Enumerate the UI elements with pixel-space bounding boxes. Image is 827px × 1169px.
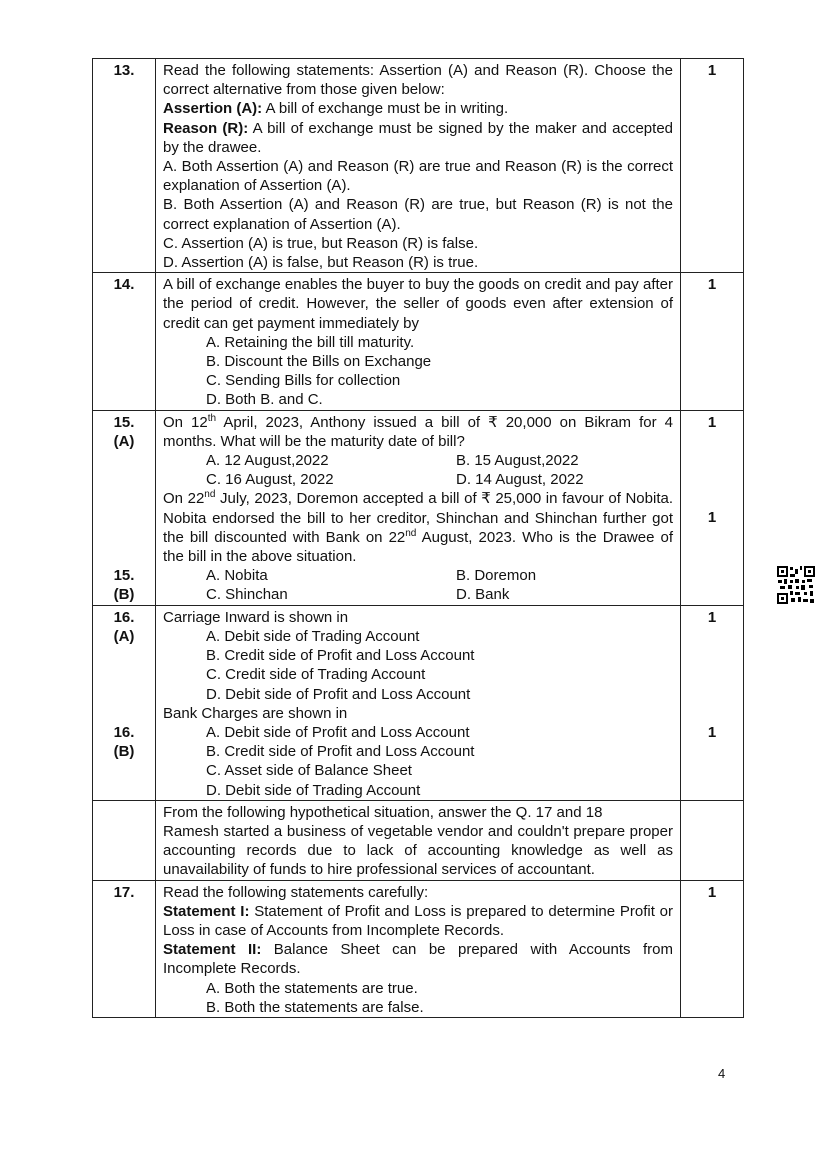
answer-options-row [163, 585, 673, 604]
question-marks: 1 1 [681, 605, 744, 800]
question-table [92, 58, 744, 1018]
question-body [156, 880, 681, 1017]
question-text: A bill of exchange enables the buyer to buy the goods on credit and pay after the period of credit. However, the seller of goods even after extension of credit can get payment immediately by [163, 276, 673, 332]
answer-option: A. Nobita [206, 567, 268, 585]
case-heading: From the following hypothetical situation, answer the Q. 17 and 18 [163, 803, 603, 821]
answer-option: A. Debit side of Profit and Loss Account [206, 723, 470, 741]
answer-options-row [163, 451, 673, 470]
question-number: 17. [93, 880, 156, 1017]
statement-2: Statement II: Balance Sheet can be prepared with Accounts from Incomplete Records. [163, 941, 673, 978]
empty-cell [93, 800, 156, 880]
question-table-container [92, 58, 735, 1018]
answer-option: B. Both Assertion (A) and Reason (R) are true, but Reason (R) is not the correct explanation of Assertion (A). [163, 196, 673, 233]
question-text: Read the following statements: Assertion (A) and Reason (R). Choose the correct alternative from those given below: [163, 62, 673, 99]
question-row-13 [93, 59, 744, 273]
case-situation-row [93, 800, 744, 880]
page-number: 4 [718, 1066, 726, 1081]
question-body [156, 59, 681, 273]
question-number: 16. (A) 16. (B) [93, 605, 156, 800]
question-text: Read the following statements carefully: [163, 883, 429, 901]
question-body [156, 273, 681, 410]
answer-option: C. Asset side of Balance Sheet [206, 762, 412, 780]
answer-option: B. 15 August,2022 [456, 452, 579, 470]
answer-option: A. Both the statements are true. [206, 979, 418, 997]
answer-option: D. Assertion (A) is false, but Reason (R) is true. [163, 254, 479, 272]
question-row-14 [93, 273, 744, 410]
answer-option: A. Debit side of Trading Account [206, 627, 420, 645]
question-text-15a: On 12th April, 2023, Anthony issued a bill of ₹ 20,000 on Bikram for 4 months. What will be the maturity date of bill? [163, 412, 673, 450]
reason-line: Reason (R): A bill of exchange must be signed by the maker and accepted by the drawee. [163, 119, 674, 156]
qr-code-icon [776, 565, 816, 605]
answer-option: A. Retaining the bill till maturity. [206, 333, 415, 351]
answer-option: D. Both B. and C. [206, 391, 323, 409]
answer-option: C. Shinchan [206, 586, 288, 604]
question-marks: 1 [681, 59, 744, 273]
question-text-16a: Carriage Inward is shown in [163, 608, 349, 626]
answer-option: C. 16 August, 2022 [206, 471, 334, 489]
question-text-15b: On 22nd July, 2023, Doremon accepted a bill of ₹ 25,000 in favour of Nobita. Nobita endorsed the bill to her creditor, Shinchan and Shinchan further got the bill discounted with Bank on 22nd August, 2023. Who is the Drawee of the bill in the above situation. [163, 489, 673, 566]
question-row-16 [93, 605, 744, 800]
question-body [156, 605, 681, 800]
answer-option: D. 14 August, 2022 [456, 471, 584, 489]
question-row-15 [93, 410, 744, 605]
answer-option: C. Assertion (A) is true, but Reason (R) is false. [163, 234, 479, 252]
answer-option: A. Both Assertion (A) and Reason (R) are true and Reason (R) is the correct explanation of Assertion (A). [163, 158, 673, 195]
assertion-line: Assertion (A): A bill of exchange must be in writing. [163, 100, 509, 118]
question-marks: 1 [681, 273, 744, 410]
question-text-16b: Bank Charges are shown in [163, 704, 348, 722]
question-row-17 [93, 880, 744, 1017]
answer-option: C. Credit side of Trading Account [206, 666, 426, 684]
statement-1: Statement I: Statement of Profit and Loss is prepared to determine Profit or Loss in case of Accounts from Incomplete Records. [163, 902, 673, 939]
question-body [156, 410, 681, 605]
answer-option: D. Debit side of Trading Account [206, 781, 421, 799]
answer-option: B. Both the statements are false. [206, 998, 424, 1016]
case-text: Ramesh started a business of vegetable vendor and couldn't prepare proper accounting records due to lack of accounting knowledge as well as unavailability of funds to hire professional services of accountant. [163, 822, 673, 879]
answer-option: B. Discount the Bills on Exchange [206, 353, 432, 371]
answer-option: B. Doremon [456, 567, 537, 585]
answer-option: C. Sending Bills for collection [206, 372, 401, 390]
answer-options-row [163, 566, 673, 585]
case-situation [156, 800, 681, 880]
answer-options-row [163, 470, 673, 489]
answer-option: A. 12 August,2022 [206, 452, 329, 470]
empty-cell [681, 800, 744, 880]
answer-option: B. Credit side of Profit and Loss Account [206, 647, 475, 665]
question-marks: 1 1 [681, 410, 744, 605]
answer-option: D. Debit side of Profit and Loss Account [206, 685, 471, 703]
question-number: 14. [93, 273, 156, 410]
answer-option: D. Bank [456, 586, 510, 604]
question-number: 13. [93, 59, 156, 273]
answer-option: B. Credit side of Profit and Loss Account [206, 743, 475, 761]
question-marks: 1 [681, 880, 744, 1017]
question-number: 15. (A) 15. (B) [93, 410, 156, 605]
